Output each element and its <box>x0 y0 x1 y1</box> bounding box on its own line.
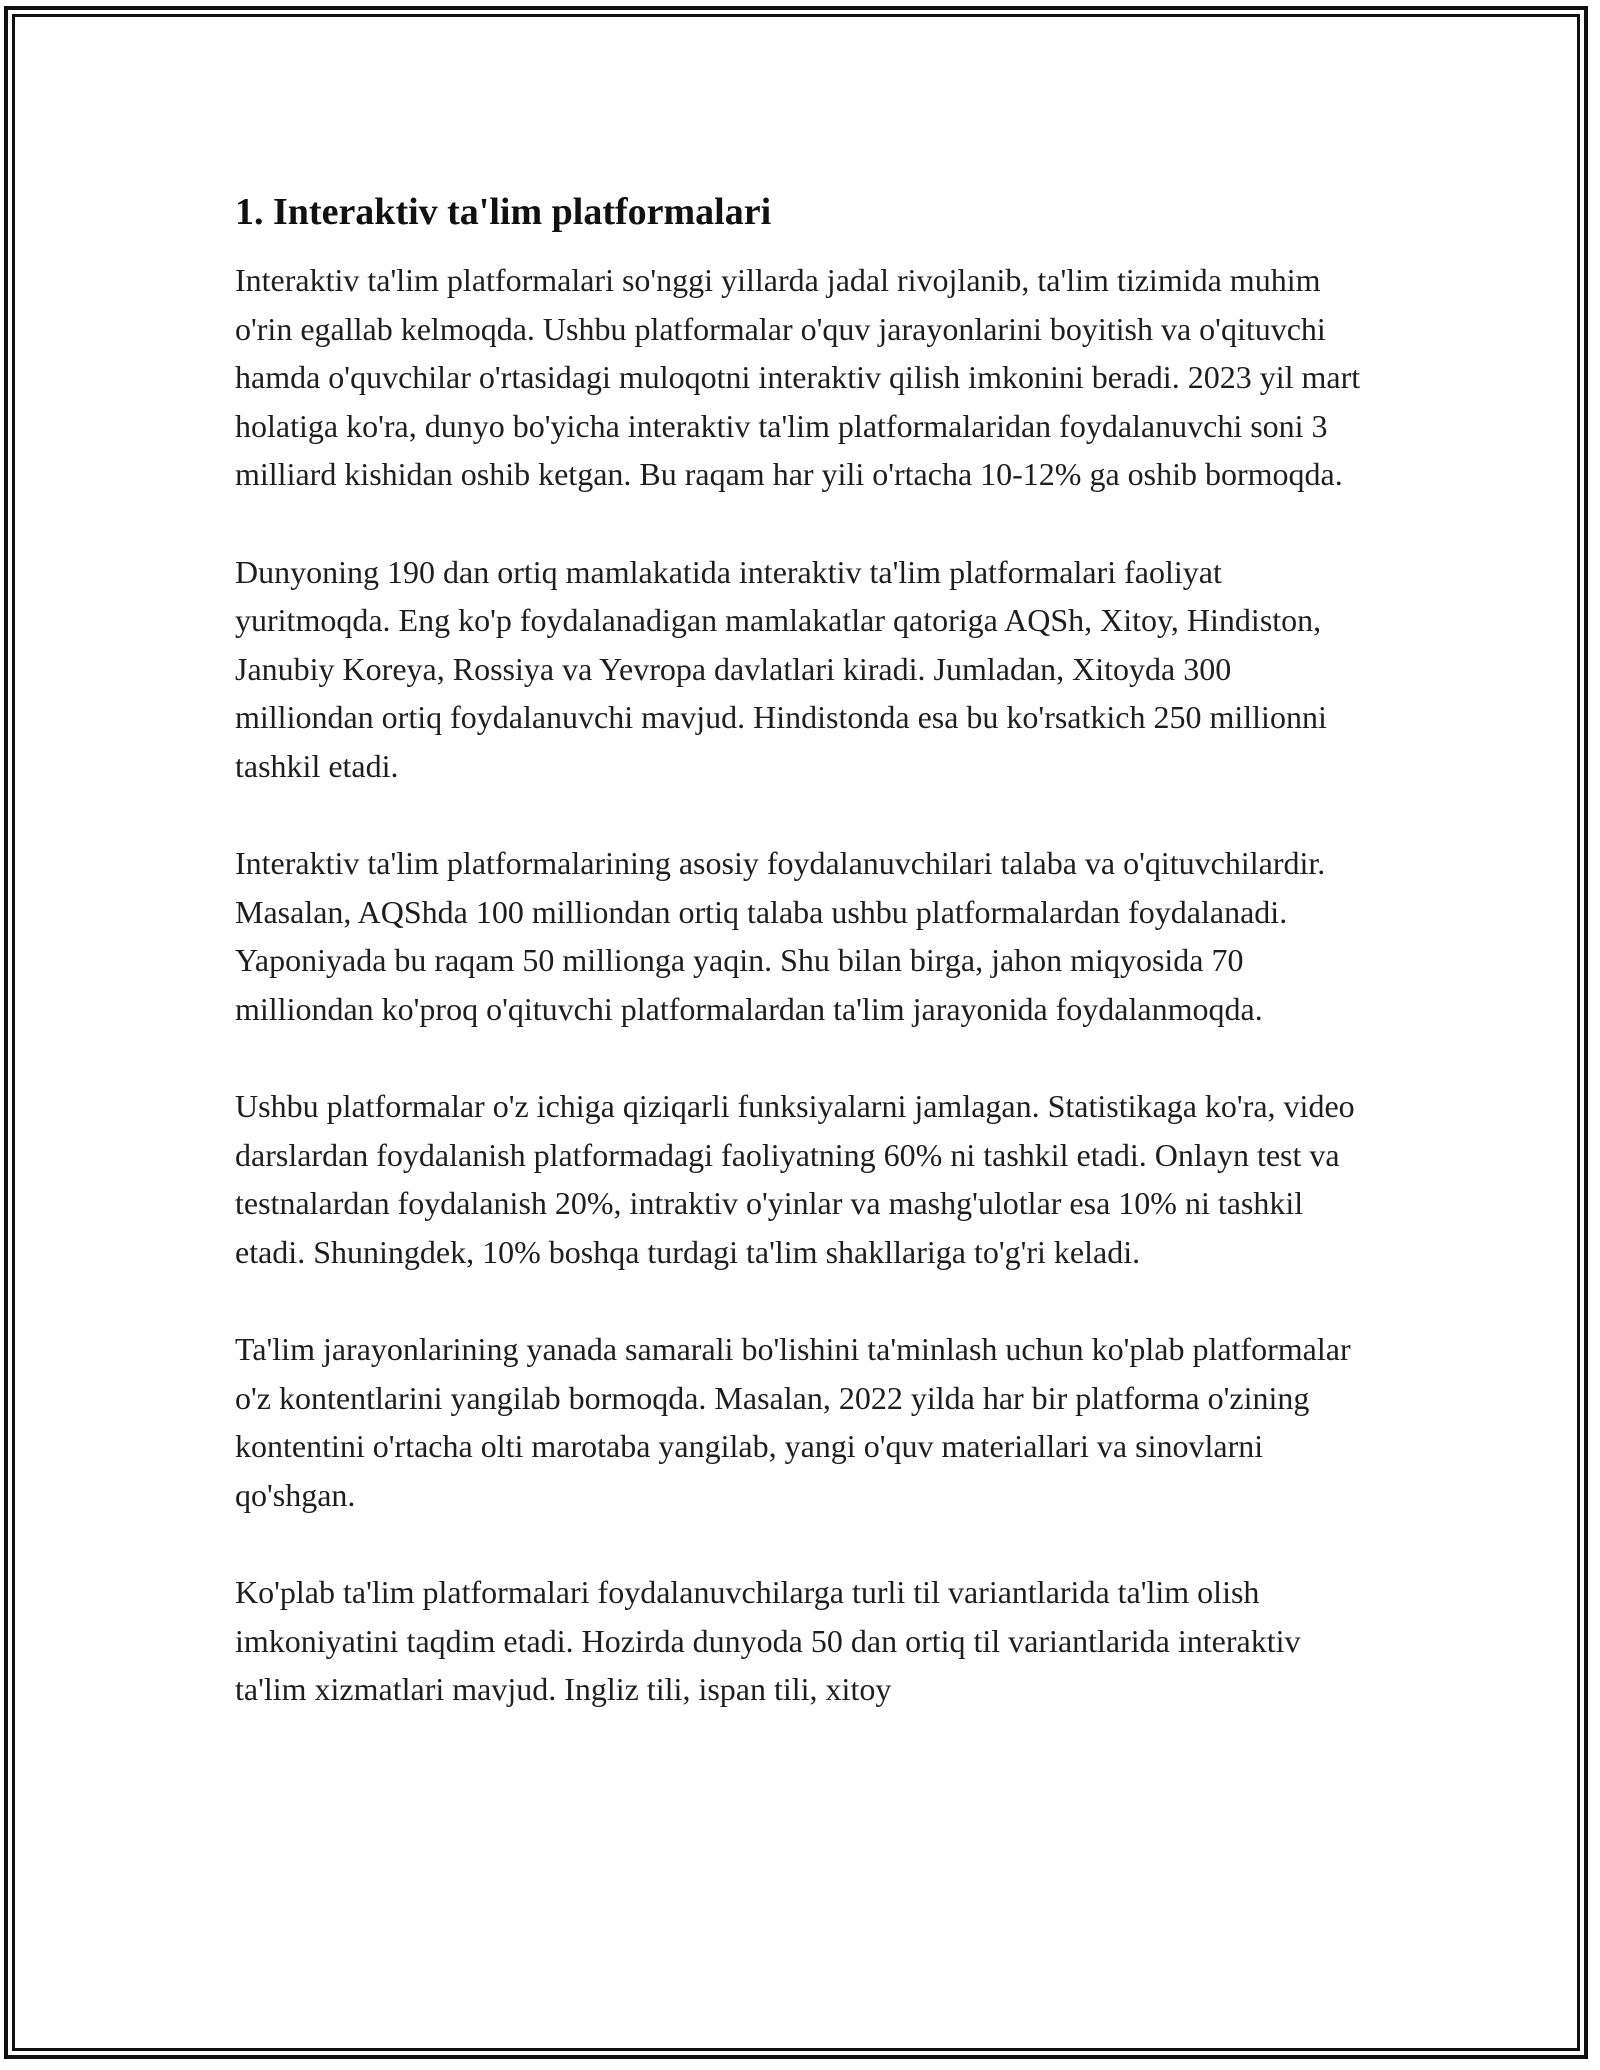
paragraph-content-updates: Ta'lim jarayonlarining yanada samarali bo'lishini ta'minlash uchun ko'plab platformalar o'z kontentlarini yangilab bormoqda. Masalan, 2022 yilda har bir platforma o'zining kontentini o'rtacha olti marotaba yangilab, yangi o'quv materiallari va sinovlarni qo'shgan. <box>235 1331 1351 1513</box>
document-body <box>235 188 1375 1762</box>
paragraph-users: Interaktiv ta'lim platformalarining asosiy foydalanuvchilari talaba va o'qituvchilardir. Masalan, AQShda 100 milliondan ortiq talaba ushbu platformalardan foydalanadi. Yaponiyada bu raqam 50 millionga yaqin. Shu bilan birga, jahon miqyosida 70 milliondan ko'proq o'qituvchi platformalardan ta'lim jarayonida foydalanmoqda. <box>235 845 1326 1027</box>
section-heading: 1. Interaktiv ta'lim platformalari <box>235 191 772 233</box>
paragraph-languages: Ko'plab ta'lim platformalari foydalanuvchilarga turli til variantlarida ta'lim olish imkoniyatini taqdim etadi. Hozirda dunyoda 50 dan ortiq til variantlarida interaktiv ta'lim xizmatlari mavjud. Ingliz tili, ispan tili, xitoy <box>235 1574 1301 1708</box>
paragraph-features: Ushbu platformalar o'z ichiga qiziqarli funksiyalarni jamlagan. Statistikaga ko'ra, video darslardan foydalanish platformadagi faoliyatning 60% ni tashkil etadi. Onlayn test va testnalardan foydalanish 20%, intraktiv o'yinlar va mashg'ulotlar esa 10% ni tashkil etadi. Shuningdek, 10% boshqa turdagi ta'lim shakllariga to'g'ri keladi. <box>235 1088 1355 1270</box>
paragraph-countries: Dunyoning 190 dan ortiq mamlakatida interaktiv ta'lim platformalari faoliyat yuritmoqda. Eng ko'p foydalanadigan mamlakatlar qatoriga AQSh, Xitoy, Hindiston, Janubiy Koreya, Rossiya va Yevropa davlatlari kiradi. Jumladan, Xitoyda 300 milliondan ortiq foydalanuvchi mavjud. Hindistonda esa bu ko'rsatkich 250 millionni tashkil etadi. <box>235 553 1327 784</box>
paragraph-intro: Interaktiv ta'lim platformalari so'nggi yillarda jadal rivojlanib, ta'lim tizimida muhim o'rin egallab kelmoqda. Ushbu platformalar o'quv jarayonlarini boyitish va o'qituvchi hamda o'quvchilar o'rtasidagi muloqotni interaktiv qilish imkonini beradi. 2023 yil mart holatiga ko'ra, dunyo bo'yicha interaktiv ta'lim platformalaridan foydalanuvchi soni 3 milliard kishidan oshib ketgan. Bu raqam har yili o'rtacha 10-12% ga oshib bormoqda. <box>235 262 1361 493</box>
